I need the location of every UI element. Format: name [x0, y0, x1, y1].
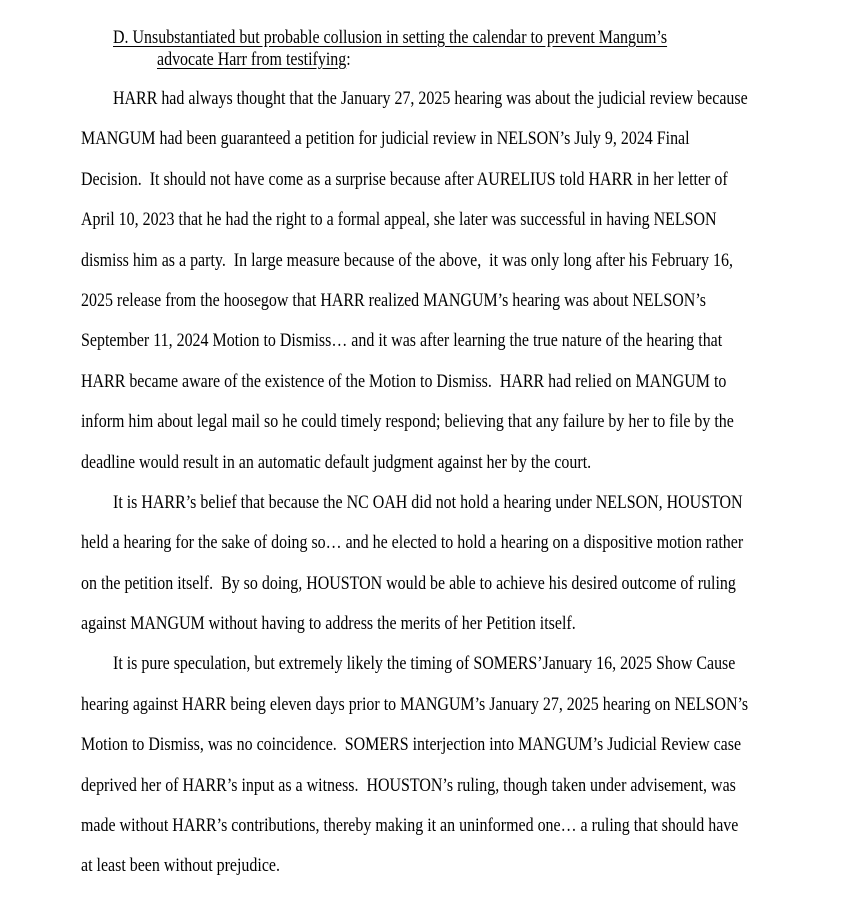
paragraph	[81, 79, 826, 483]
underlined-text: D. Unsubstantiated but probable collusion in setting the calendar to prevent Mangum’s	[113, 27, 668, 48]
text-line	[81, 846, 826, 886]
paragraph	[81, 483, 826, 645]
text-line	[81, 321, 826, 361]
section-heading-text	[113, 27, 667, 49]
text-line-content: made without HARR’s contributions, thereby making it an uninformed one… a ruling that should have	[81, 815, 739, 837]
text-line-content: hearing against HARR being eleven days prior to MANGUM’s January 27, 2025 hearing on NELSON’s	[81, 693, 749, 715]
text-line-content: inform him about legal mail so he could timely respond; believing that any failure by her to file by the	[81, 411, 734, 433]
text-line-content: HARR had always thought that the January 27, 2025 hearing was about the judicial review because	[113, 88, 748, 109]
text-line	[81, 160, 826, 200]
underlined-text: advocate Harr from testifying	[157, 49, 347, 70]
text-line	[81, 362, 826, 402]
text-line-content: It is pure speculation, but extremely likely the timing of SOMERS’January 16, 2025 Show Cause	[113, 653, 736, 675]
text-line	[81, 79, 826, 119]
text-line-content: against MANGUM without having to address the merits of her Petition itself.	[81, 613, 576, 635]
text-line-content: It is HARR’s belief that because the NC OAH did not hold a hearing under NELSON, HOUSTON	[113, 491, 743, 513]
text-line-content: HARR became aware of the existence of the Motion to Dismiss. HARR had relied on MANGUM to	[81, 370, 727, 392]
section-heading-text	[157, 49, 351, 71]
text-line	[81, 443, 826, 483]
text-line	[81, 564, 826, 604]
text-line	[81, 200, 826, 240]
text-line	[81, 604, 826, 644]
paragraph	[81, 644, 826, 886]
text-line-content: on the petition itself. By so doing, HOUSTON would be able to achieve his desired outcome of ruling	[81, 572, 736, 594]
text-line	[81, 806, 826, 846]
section-heading	[81, 27, 826, 71]
text-line	[81, 523, 826, 563]
text-line-content: September 11, 2024 Motion to Dismiss… and it was after learning the true nature of the hearing that	[81, 330, 723, 352]
text-line-content: Motion to Dismiss, was no coincidence. SOMERS interjection into MANGUM’s Judicial Review case	[81, 734, 742, 756]
text-line-content: April 10, 2023 that he had the right to a formal appeal, she later was successful in having NELSON	[81, 209, 717, 231]
text-line	[81, 402, 826, 442]
heading-suffix: :	[346, 49, 351, 70]
section-heading-line	[81, 49, 826, 71]
text-line	[81, 119, 826, 159]
text-line	[81, 766, 826, 806]
text-line	[81, 281, 826, 321]
text-line-content: 2025 release from the hoosegow that HARR realized MANGUM’s hearing was about NELSON’s	[81, 289, 706, 311]
text-line-content: at least been without prejudice.	[81, 855, 280, 877]
text-line-content: dismiss him as a party. In large measure because of the above, it was only long after his February 16,	[81, 249, 733, 271]
text-line	[81, 725, 826, 765]
text-line-content: deprived her of HARR’s input as a witness. HOUSTON’s ruling, though taken under advisement, was	[81, 774, 736, 796]
document-body	[81, 79, 826, 887]
text-line-content: deadline would result in an automatic default judgment against her by the court.	[81, 451, 592, 473]
text-line-content: MANGUM had been guaranteed a petition for judicial review in NELSON’s July 9, 2024 Final	[81, 128, 690, 150]
text-line-content: held a hearing for the sake of doing so… and he elected to hold a hearing on a dispositive motion rather	[81, 532, 744, 554]
document-content	[81, 27, 826, 887]
text-line	[81, 241, 826, 281]
text-line	[81, 483, 826, 523]
text-line	[81, 685, 826, 725]
text-line	[81, 644, 826, 684]
section-heading-line	[81, 27, 826, 49]
text-line-content: Decision. It should not have come as a surprise because after AURELIUS told HARR in her letter of	[81, 168, 728, 190]
